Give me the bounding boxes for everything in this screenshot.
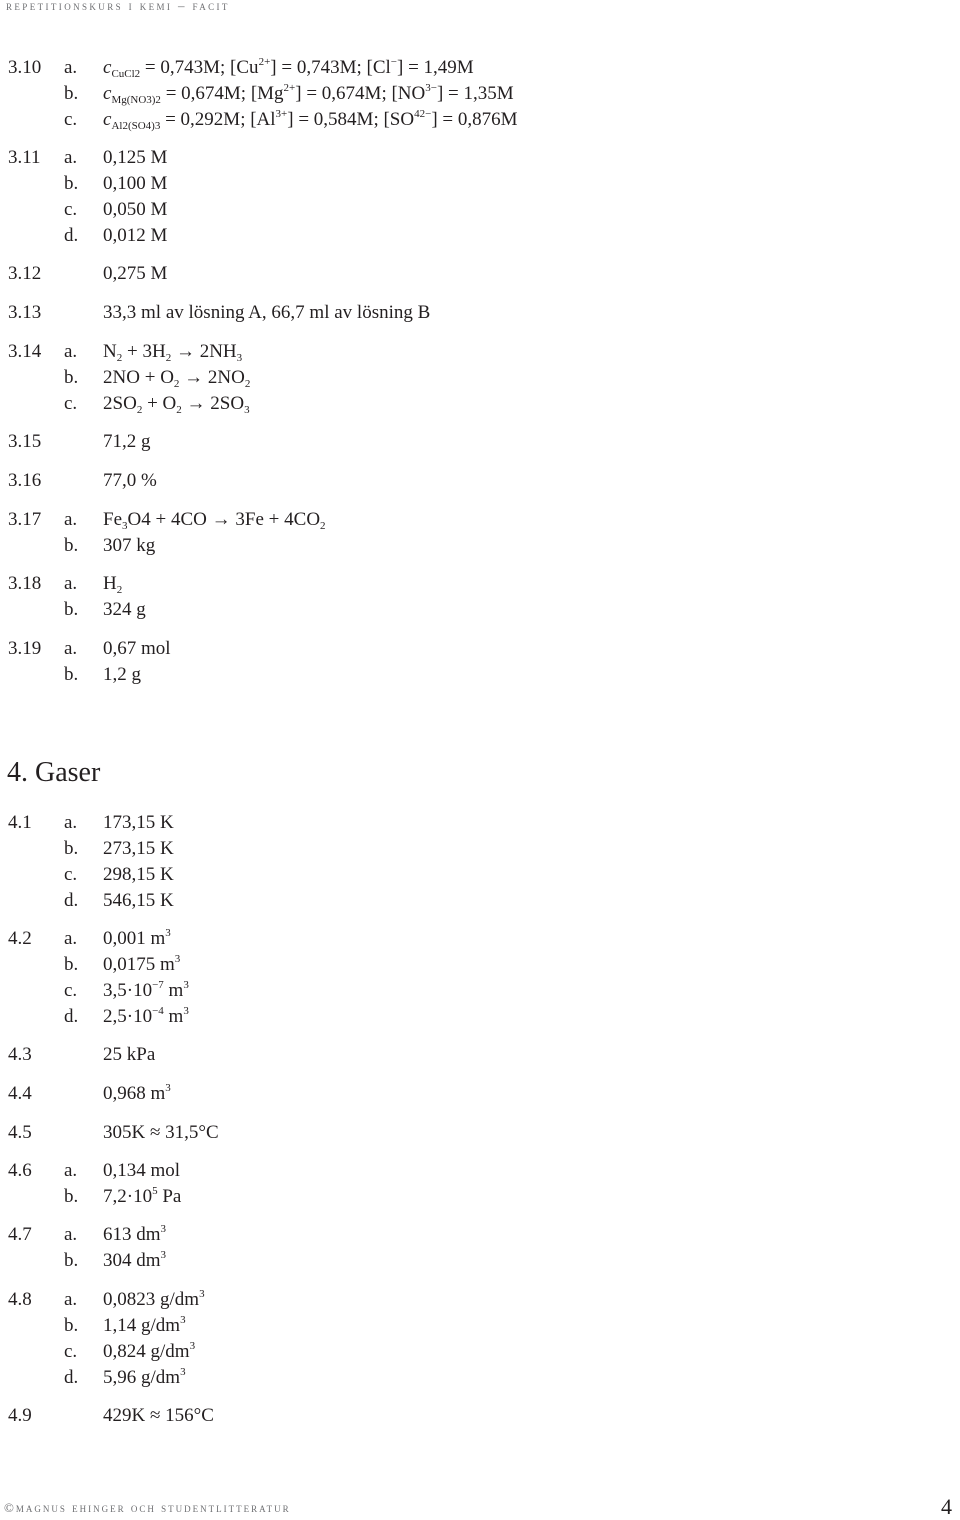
question-number: 3.17 bbox=[8, 509, 42, 530]
question-number: 4.5 bbox=[8, 1122, 32, 1143]
subquestion-letter: c. bbox=[64, 109, 78, 130]
subquestion-letter: b. bbox=[64, 838, 79, 859]
answer-text: 305K ≈ 31,5°C bbox=[103, 1122, 219, 1143]
question-number: 4.7 bbox=[8, 1224, 32, 1245]
question-number: 4.1 bbox=[8, 812, 32, 833]
subquestion-letter: a. bbox=[64, 509, 78, 530]
answer-text: 173,15 K bbox=[103, 812, 174, 833]
subquestion-letter: a. bbox=[64, 928, 78, 949]
question-number: 3.10 bbox=[8, 57, 42, 78]
subquestion-letter: a. bbox=[64, 57, 78, 78]
answer-text: 0,0175 $m^3$ bbox=[103, 953, 181, 975]
answer-text: 324 g bbox=[103, 599, 146, 620]
subquestion-letter: b. bbox=[64, 1315, 79, 1336]
subquestion-letter: a. bbox=[64, 341, 78, 362]
subquestion-letter: d. bbox=[64, 1006, 79, 1027]
answer-text: 0,275 M bbox=[103, 263, 168, 284]
answer-text: 0,125 M bbox=[103, 147, 168, 168]
answer-text: 0,012 M bbox=[103, 225, 168, 246]
subquestion-letter: b. bbox=[64, 535, 79, 556]
answer-text: 25 kPa bbox=[103, 1044, 156, 1065]
answer-text: 613 $dm^3$ bbox=[103, 1223, 167, 1245]
answer-text: $c_{Al2(SO4)3} = 0,292M$; $[Al^{3+}] = 0,584M$; $[SO^{42-}] = 0,876M$ bbox=[103, 108, 518, 132]
subquestion-letter: a. bbox=[64, 638, 78, 659]
question-number: 4.9 bbox=[8, 1405, 32, 1426]
subquestion-letter: b. bbox=[64, 367, 79, 388]
question-number: 3.14 bbox=[8, 341, 42, 362]
question-number: 4.8 bbox=[8, 1289, 32, 1310]
answer-text: $N_2 + 3H_2 \to 2NH_3$ bbox=[103, 341, 243, 364]
subquestion-letter: b. bbox=[64, 83, 79, 104]
subquestion-letter: b. bbox=[64, 954, 79, 975]
subquestion-letter: a. bbox=[64, 1160, 78, 1181]
question-number: 4.4 bbox=[8, 1083, 32, 1104]
subquestion-letter: a. bbox=[64, 1224, 78, 1245]
question-number: 4.6 bbox=[8, 1160, 32, 1181]
subquestion-letter: d. bbox=[64, 225, 79, 246]
question-number: 4.2 bbox=[8, 928, 32, 949]
answer-text: $H_2$ bbox=[103, 573, 123, 596]
answer-text: 0,824 $g/dm^3$ bbox=[103, 1340, 196, 1362]
answer-text: $3,5\cdot 10^{-7}$ $m^3$ bbox=[103, 979, 189, 1001]
answer-text: 1,14 $g/dm^3$ bbox=[103, 1314, 186, 1336]
answer-text: $7,2\cdot 10^5$ Pa bbox=[103, 1185, 182, 1207]
answer-text: 71,2 g bbox=[103, 431, 151, 452]
answer-text: 77,0 % bbox=[103, 470, 157, 491]
subquestion-letter: a. bbox=[64, 573, 78, 594]
subquestion-letter: b. bbox=[64, 1186, 79, 1207]
answer-text: 33,3 ml av lösning A, 66,7 ml av lösning B bbox=[103, 302, 431, 323]
subquestion-letter: c. bbox=[64, 1341, 78, 1362]
page-header: repetitionskurs i kemi – facit bbox=[6, 0, 230, 13]
subquestion-letter: b. bbox=[64, 173, 79, 194]
copyright-footer: ©magnus ehinger och studentlitteratur bbox=[4, 1500, 291, 1515]
page-number: 4 bbox=[941, 1494, 952, 1519]
subquestion-letter: c. bbox=[64, 864, 78, 885]
subquestion-letter: b. bbox=[64, 664, 79, 685]
subquestion-letter: a. bbox=[64, 1289, 78, 1310]
answer-text: 0,134 mol bbox=[103, 1160, 181, 1181]
answer-text: 5,96 $g/dm^3$ bbox=[103, 1366, 186, 1388]
question-number: 3.15 bbox=[8, 431, 42, 452]
section-title: 4. Gaser bbox=[7, 757, 101, 788]
question-number: 3.19 bbox=[8, 638, 42, 659]
subquestion-letter: b. bbox=[64, 1250, 79, 1271]
answer-text: 1,2 g bbox=[103, 664, 141, 685]
answer-text: $2SO_2 + O_2 \to 2SO_3$ bbox=[103, 393, 250, 416]
question-number: 3.13 bbox=[8, 302, 42, 323]
answer-text: $c_{CuCl2} = 0,743M$; $[Cu^{2+}] = 0,743M$; [Cl−] = 1,49M bbox=[103, 56, 474, 80]
answer-text: 0,100 M bbox=[103, 173, 168, 194]
answer-text: 273,15 K bbox=[103, 838, 174, 859]
answer-text: $c_{Mg(NO3)2} = 0,674M$; $[Mg^{2+}] = 0,674M$; $[NO^{3-}] = 1,35M$ bbox=[103, 82, 514, 106]
answer-text: 298,15 K bbox=[103, 864, 174, 885]
subquestion-letter: c. bbox=[64, 393, 78, 414]
answer-text: 0,0823 $g/dm^3$ bbox=[103, 1288, 205, 1310]
answer-text: 546,15 K bbox=[103, 890, 174, 911]
answer-text: $2,5\cdot 10^{-4}$ $m^3$ bbox=[103, 1005, 189, 1027]
question-number: 3.11 bbox=[8, 147, 41, 168]
answer-text: 304 $dm^3$ bbox=[103, 1249, 167, 1271]
answer-text: $2NO + O_2 \to 2NO_2$ bbox=[103, 367, 251, 390]
subquestion-letter: d. bbox=[64, 890, 79, 911]
question-number: 3.16 bbox=[8, 470, 42, 491]
subquestion-letter: c. bbox=[64, 199, 78, 220]
subquestion-letter: a. bbox=[64, 812, 78, 833]
answer-text: $Fe_3O4 + 4CO \to 3Fe + 4CO_2$ bbox=[103, 509, 326, 532]
question-number: 4.3 bbox=[8, 1044, 32, 1065]
answer-text: 429K ≈ 156°C bbox=[103, 1405, 214, 1426]
subquestion-letter: c. bbox=[64, 980, 78, 1001]
answer-text: 0,050 M bbox=[103, 199, 168, 220]
answer-text: 0,001 $m^3$ bbox=[103, 927, 171, 949]
answer-text: 0,968 $m^3$ bbox=[103, 1082, 171, 1104]
answer-text: 0,67 mol bbox=[103, 638, 171, 659]
answer-text: 307 kg bbox=[103, 535, 156, 556]
subquestion-letter: d. bbox=[64, 1367, 79, 1388]
question-number: 3.12 bbox=[8, 263, 42, 284]
question-number: 3.18 bbox=[8, 573, 42, 594]
subquestion-letter: a. bbox=[64, 147, 78, 168]
subquestion-letter: b. bbox=[64, 599, 79, 620]
